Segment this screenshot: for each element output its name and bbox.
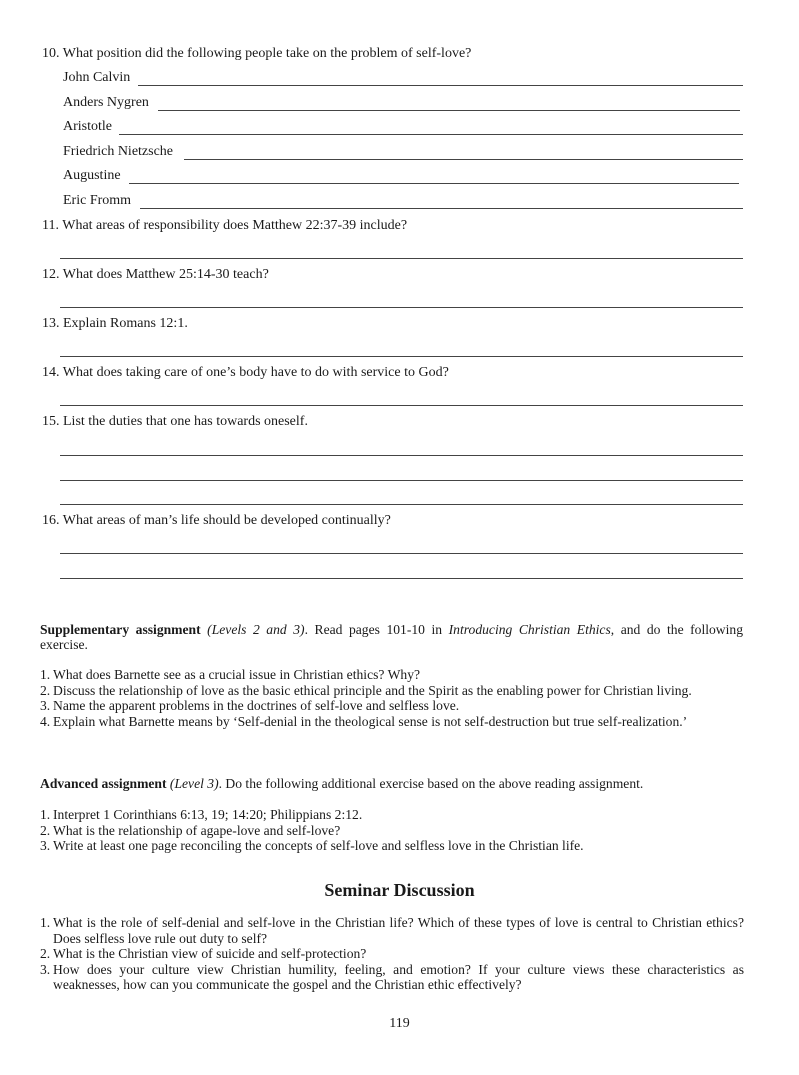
answer-line[interactable] <box>184 159 743 160</box>
answer-line[interactable] <box>60 504 743 505</box>
advanced-label: Advanced assignment <box>40 776 167 791</box>
person-label: Friedrich Nietzsche <box>63 144 174 159</box>
item-text: What is the Christian view of suicide and self-protection? <box>53 946 367 961</box>
item-text: Discuss the relationship of love as the basic ethical principle and the Spirit as the enabling power for Christian living. <box>53 682 692 698</box>
item-text: What is the role of self-denial and self-love in the Christian life? Which of these types of love is central to Christian ethics? Does selfless love rule out duty to self? <box>53 915 744 946</box>
item-text: What is the relationship of agape-love and self-love? <box>53 822 341 838</box>
supplementary-list <box>40 667 744 729</box>
list-item <box>40 807 744 823</box>
answer-line[interactable] <box>60 405 743 406</box>
person-label: Augustine <box>63 168 121 183</box>
seminar-list <box>40 915 744 993</box>
item-number: 3. <box>40 961 51 977</box>
question-10 <box>42 46 471 62</box>
answer-line[interactable] <box>158 110 740 111</box>
item-number: 3. <box>40 838 51 853</box>
list-item <box>40 838 744 854</box>
answer-line[interactable] <box>60 307 743 308</box>
book-title: Introducing Christian Ethics <box>448 622 611 637</box>
supplementary-label: Supplementary assignment <box>40 622 201 637</box>
answer-line[interactable] <box>60 553 743 554</box>
list-item <box>40 946 744 962</box>
item-number: 1. <box>40 915 51 930</box>
item-text: Write at least one page reconciling the concepts of self-love and selfless love in the Christian life. <box>53 838 584 853</box>
list-item <box>40 823 744 839</box>
person-label: Eric Fromm <box>63 193 132 208</box>
list-item <box>40 915 744 946</box>
item-text: Explain what Barnette means by ‘Self-denial in the theological sense is not self-destruction but true self-realization.’ <box>53 713 688 729</box>
item-text: How does your culture view Christian humility, feeling, and emotion? If your culture views these characteristics as weaknesses, how can you communicate the gospel and the Christian ethic effectively? <box>53 961 744 992</box>
answer-line[interactable] <box>60 578 743 579</box>
question-13: 13. Explain Romans 12:1. <box>42 316 188 331</box>
answer-line[interactable] <box>60 455 743 456</box>
item-number: 2. <box>40 946 51 961</box>
question-number: 10. <box>42 46 60 61</box>
question-15: 15. List the duties that one has towards oneself. <box>42 414 308 429</box>
list-item <box>40 683 744 699</box>
list-item <box>40 698 744 714</box>
answer-line[interactable] <box>60 356 743 357</box>
item-text: Interpret 1 Corinthians 6:13, 19; 14:20; Philippians 2:12. <box>53 807 363 822</box>
answer-line[interactable] <box>140 208 743 209</box>
item-number: 3. <box>40 698 51 713</box>
advanced-intro <box>40 776 743 791</box>
item-number: 2. <box>40 682 51 698</box>
question-14: 14. What does taking care of one’s body have to do with service to God? <box>42 365 449 380</box>
item-text: What does Barnette see as a crucial issue in Christian ethics? Why? <box>53 667 421 682</box>
question-text: What position did the following people take on the problem of self-love? <box>62 46 472 61</box>
answer-line[interactable] <box>60 480 743 481</box>
answer-line[interactable] <box>60 258 743 259</box>
item-number: 4. <box>40 713 51 729</box>
page-number: 119 <box>389 1016 410 1031</box>
answer-line[interactable] <box>119 134 743 135</box>
advanced-text: . Do the following additional exercise based on the above reading assignment. <box>218 776 644 791</box>
item-number: 1. <box>40 807 51 822</box>
answer-line[interactable] <box>138 85 743 86</box>
item-number: 2. <box>40 822 51 838</box>
answer-line[interactable] <box>129 183 739 184</box>
item-number: 1. <box>40 667 51 682</box>
person-label: John Calvin <box>63 70 131 85</box>
supplementary-text: . Read pages 101-10 in <box>304 622 449 637</box>
supplementary-levels: (Levels 2 and 3) <box>207 622 305 637</box>
advanced-list <box>40 807 744 854</box>
advanced-levels: (Level 3) <box>169 776 219 791</box>
question-16: 16. What areas of man’s life should be developed continually? <box>42 513 391 528</box>
list-item <box>40 962 744 993</box>
list-item <box>40 714 744 730</box>
item-text: Name the apparent problems in the doctrines of self-love and selfless love. <box>53 698 460 713</box>
question-12: 12. What does Matthew 25:14-30 teach? <box>42 267 269 282</box>
supplementary-intro <box>40 622 743 652</box>
question-11: 11. What areas of responsibility does Matthew 22:37-39 include? <box>42 218 408 233</box>
seminar-heading: Seminar Discussion <box>324 880 475 900</box>
person-label: Anders Nygren <box>63 95 149 110</box>
person-label: Aristotle <box>63 119 112 134</box>
list-item <box>40 667 744 683</box>
supplementary-text-end: , and do the following exercise. <box>40 622 743 652</box>
